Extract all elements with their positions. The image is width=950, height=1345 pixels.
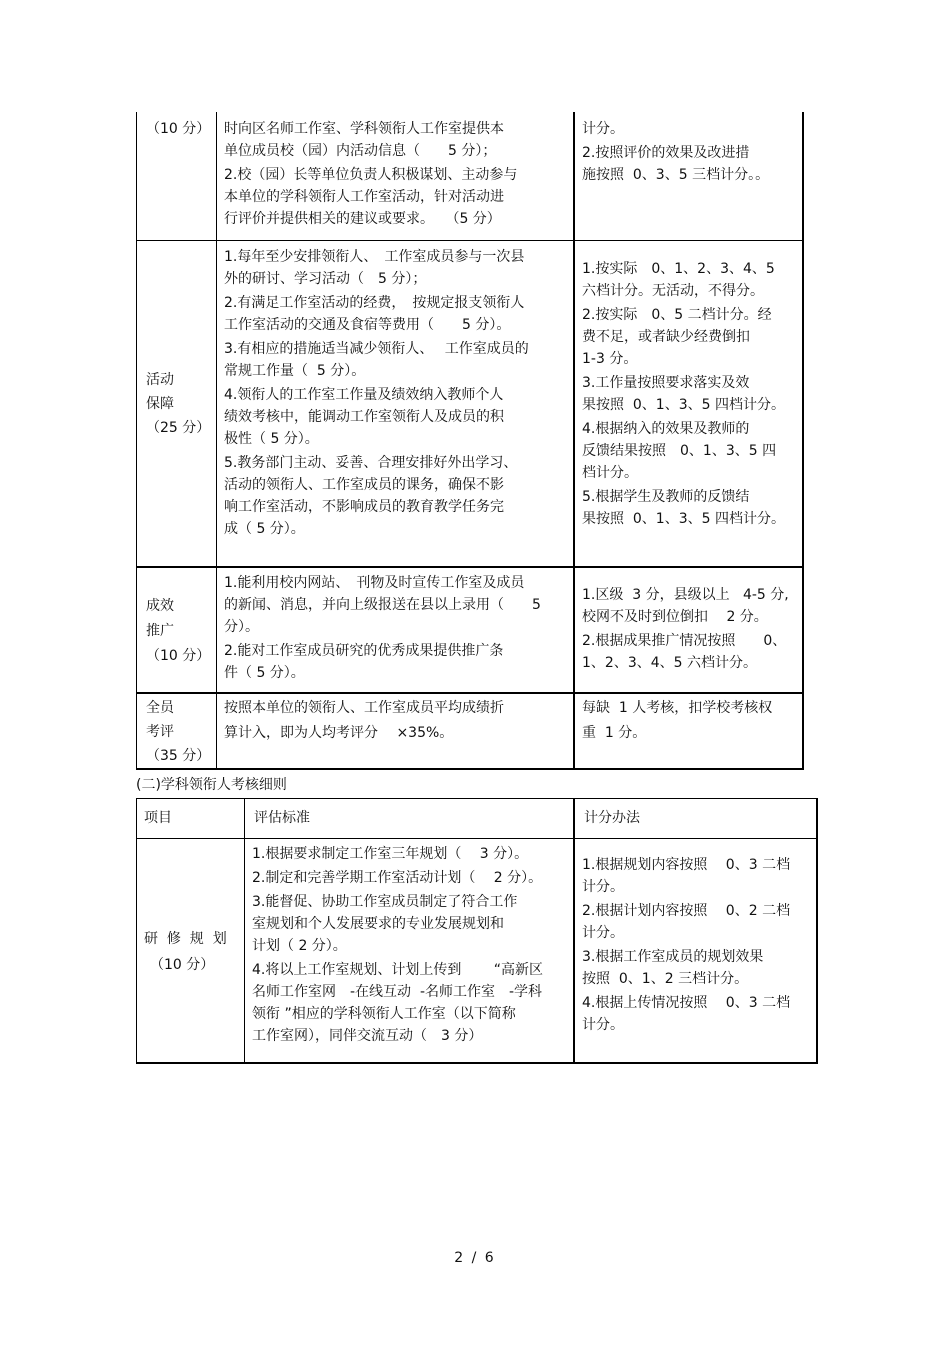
section-caption: (二)学科领衔人考核细则 — [136, 777, 287, 793]
text-line: 分）。 — [224, 619, 259, 635]
scoring-item — [582, 992, 814, 1036]
text-line: 5.根据学生及教师的反馈结 — [582, 489, 750, 505]
scoring-item — [582, 304, 800, 370]
row4-item — [146, 696, 216, 768]
text-line: 计分。 — [582, 879, 624, 895]
text-line: 档计分。 — [582, 465, 638, 481]
row3-item — [146, 594, 216, 669]
text-line: 2.有满足工作室活动的经费， 按规定报支领衔人 — [224, 295, 525, 311]
header-scoring: 计分办法 — [584, 810, 640, 826]
scoring-item — [582, 584, 800, 628]
criteria-item — [224, 572, 569, 638]
text-line: 领衔 ”相应的学科领衔人工作室（以下简称 — [252, 1006, 516, 1022]
text-line: 常规工作量（ 5 分）。 — [224, 363, 366, 379]
text-line: 按照 0、1、2 三档计分。 — [582, 971, 749, 987]
text-line: （10 分） — [150, 957, 215, 973]
text-line: 活动 — [146, 372, 174, 388]
text-line: 算计入，即为人均考评分 ×35%。 — [224, 725, 454, 741]
scoring-item — [582, 854, 814, 898]
table-2 — [136, 798, 818, 1064]
text-line: 4.领衔人的工作室工作量及绩效纳入教师个人 — [224, 387, 504, 403]
text-line: 2.根据计划内容按照 0、2 二档 — [582, 903, 791, 919]
row4-scoring — [582, 696, 800, 746]
text-line: 1.能利用校内网站、 刊物及时宣传工作室及成员 — [224, 575, 525, 591]
text-line: 1.按实际 0、1、2、3、4、5 — [582, 261, 775, 277]
table-1 — [136, 112, 804, 770]
text-line: 重 1 分。 — [582, 725, 647, 741]
text-line: 3.有相应的措施适当减少领衔人、 工作室成员的 — [224, 341, 529, 357]
text-line: 2.校（园）长等单位负责人积极谋划、主动参与 — [224, 167, 518, 183]
text-line: 考评 — [146, 724, 174, 740]
scoring-item — [582, 630, 800, 674]
row2-criteria — [224, 246, 569, 542]
scoring-item — [582, 142, 800, 186]
header-item: 项目 — [144, 810, 172, 826]
criteria-item — [224, 384, 569, 450]
text-line: （10 分） — [146, 121, 211, 137]
criteria-item — [224, 118, 569, 162]
text-line: 计分。 — [582, 925, 624, 941]
text-line: 每缺 1 人考核，扣学校考核权 — [582, 700, 773, 716]
text-line: 2.根据成果推广情况按照 0、 — [582, 633, 787, 649]
text-line: 2.按照评价的效果及改进措 — [582, 145, 750, 161]
scoring-item — [582, 946, 814, 990]
row1-criteria — [224, 118, 569, 232]
text-line: 计分。 — [582, 121, 624, 137]
criteria-item — [252, 867, 570, 889]
scoring-item — [582, 118, 800, 140]
text-line: 的新闻、消息，并向上级报送在县以上录用（ 5 — [224, 597, 541, 613]
row4-criteria — [224, 696, 569, 746]
row2-item — [146, 368, 216, 440]
text-line: 外的研讨、学习活动（ 5 分）； — [224, 271, 427, 287]
text-line: 单位成员校（园）内活动信息（ 5 分）； — [224, 143, 497, 159]
text-line: 4.将以上工作室规划、计划上传到 “高新区 — [252, 962, 544, 978]
criteria-item — [224, 452, 569, 540]
text-line: 室规划和个人发展要求的专业发展规划和 — [252, 916, 504, 932]
text-line: 果按照 0、1、3、5 四档计分。 — [582, 397, 785, 413]
text-line: 1.根据规划内容按照 0、3 二档 — [582, 857, 791, 873]
table2-item — [144, 926, 242, 978]
row3-criteria — [224, 572, 569, 686]
text-line: （10 分） — [146, 648, 211, 664]
criteria-item — [224, 292, 569, 336]
text-line: 3.能督促、协助工作室成员制定了符合工作 — [252, 894, 518, 910]
text-line: 推广 — [146, 623, 174, 639]
text-line: 活动的领衔人、工作室成员的课务，确保不影 — [224, 477, 504, 493]
text-line: 本单位的学科领衔人工作室活动，针对活动进 — [224, 189, 504, 205]
text-line: 六档计分。无活动，不得分。 — [582, 283, 764, 299]
text-line: 1、2、3、4、5 六档计分。 — [582, 655, 757, 671]
text-line: 3.根据工作室成员的规划效果 — [582, 949, 764, 965]
text-line: （25 分） — [146, 420, 211, 436]
text-line: 极性（ 5 分）。 — [224, 431, 319, 447]
text-line: 响工作室活动，不影响成员的教育教学任务完 — [224, 499, 504, 515]
row1-scoring — [582, 118, 800, 188]
text-line: 成（ 5 分）。 — [224, 521, 305, 537]
page-number: 2 / 6 — [454, 1250, 496, 1266]
scoring-item — [582, 372, 800, 416]
text-line: 费不足，或者缺少经费倒扣 — [582, 329, 750, 345]
text-line: 4.根据纳入的效果及教师的 — [582, 421, 750, 437]
criteria-item — [224, 164, 569, 230]
text-line: 反馈结果按照 0、1、3、5 四 — [582, 443, 777, 459]
criteria-item — [224, 640, 569, 684]
table2-scoring — [582, 854, 814, 1038]
text-line: （35 分） — [146, 748, 211, 764]
criteria-item — [252, 959, 570, 1047]
text-line: 施按照 0、3、5 三档计分。。 — [582, 167, 770, 183]
scoring-item — [582, 418, 800, 484]
text-line: 2.能对工作室成员研究的优秀成果提供推广条 — [224, 643, 504, 659]
text-line: 绩效考核中，能调动工作室领衔人及成员的积 — [224, 409, 504, 425]
text-line: 行评价并提供相关的建议或要求。 （5 分） — [224, 211, 501, 227]
text-line: 果按照 0、1、3、5 四档计分。 — [582, 511, 785, 527]
text-line: 1.区级 3 分，县级以上 4-5 分, — [582, 587, 789, 603]
text-line: 3.工作量按照要求落实及效 — [582, 375, 750, 391]
scoring-item — [582, 258, 800, 302]
text-line: 件（ 5 分）。 — [224, 665, 305, 681]
text-line: 保障 — [146, 396, 174, 412]
text-line: 计分。 — [582, 1017, 624, 1033]
row2-scoring — [582, 258, 800, 532]
criteria-item — [252, 891, 570, 957]
text-line: 研 修 规 划 — [144, 931, 227, 947]
row1-item — [146, 118, 216, 140]
text-line: 计划（ 2 分）。 — [252, 938, 347, 954]
text-line: 名师工作室网 -在线互动 -名师工作室 -学科 — [252, 984, 543, 1000]
scoring-item — [582, 900, 814, 944]
text-line: 2.制定和完善学期工作室活动计划（ 2 分）。 — [252, 870, 543, 886]
criteria-item — [224, 338, 569, 382]
text-line: 校网不及时到位倒扣 2 分。 — [582, 609, 768, 625]
text-line: 5.教务部门主动、妥善、合理安排好外出学习、 — [224, 455, 518, 471]
text-line: 时向区名师工作室、学科领衔人工作室提供本 — [224, 121, 504, 137]
scoring-item — [582, 486, 800, 530]
criteria-item — [252, 843, 570, 865]
text-line: 工作室活动的交通及食宿等费用（ 5 分）。 — [224, 317, 511, 333]
text-line: 1.根据要求制定工作室三年规划（ 3 分）。 — [252, 846, 529, 862]
text-line: 1.每年至少安排领衔人、 工作室成员参与一次县 — [224, 249, 525, 265]
text-line: 按照本单位的领衔人、工作室成员平均成绩折 — [224, 700, 504, 716]
text-line: 2.按实际 0、5 二档计分。经 — [582, 307, 772, 323]
criteria-item — [224, 246, 569, 290]
text-line: 成效 — [146, 598, 174, 614]
header-criteria: 评估标准 — [254, 810, 310, 826]
text-line: 1-3 分。 — [582, 351, 638, 367]
text-line: 全员 — [146, 700, 174, 716]
row3-scoring — [582, 584, 800, 676]
text-line: 4.根据上传情况按照 0、3 二档 — [582, 995, 791, 1011]
text-line: 工作室网），同伴交流互动（ 3 分） — [252, 1028, 483, 1044]
table2-criteria — [252, 843, 570, 1049]
